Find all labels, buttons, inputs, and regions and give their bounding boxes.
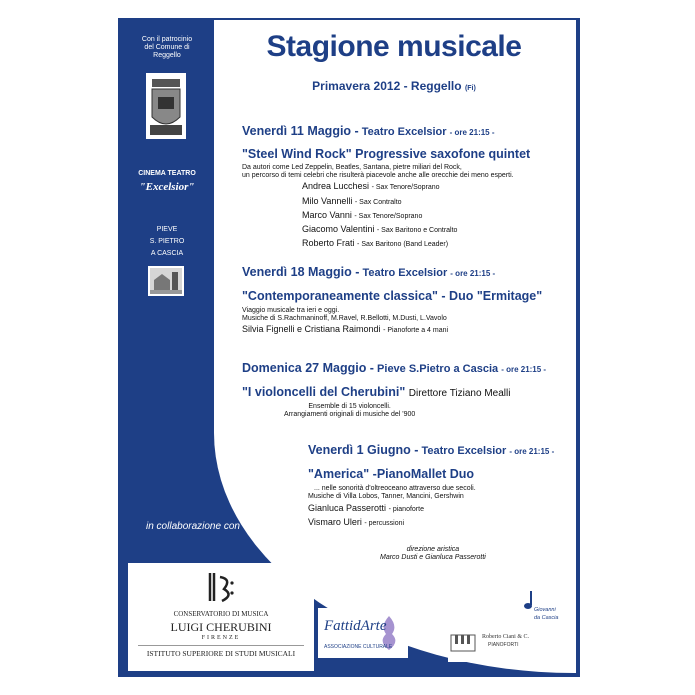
fattidarte-sub: ASSOCIAZIONE CULTURALE bbox=[324, 644, 393, 650]
conservatorio-logo bbox=[128, 563, 314, 671]
musician-role: - Sax Tenore/Soprano bbox=[371, 184, 440, 191]
event-venue: Teatro Excelsior bbox=[362, 267, 448, 279]
patronage-line: del Comune di bbox=[144, 44, 190, 51]
event-time: - ore 21:15 - bbox=[509, 447, 555, 456]
musician-role: - Sax Baritono e Contralto bbox=[376, 227, 458, 234]
giovanni-da-cascia-logo bbox=[518, 585, 562, 627]
pieve-church-photo bbox=[148, 266, 184, 296]
event-time: - ore 21:15 - bbox=[450, 269, 496, 278]
musician bbox=[302, 238, 448, 248]
conservatorio-line: ISTITUTO SUPERIORE DI STUDI MUSICALI bbox=[146, 649, 296, 658]
patronage-line: Con il patrocinio bbox=[141, 36, 193, 43]
event-4-description bbox=[308, 485, 476, 501]
artistic-direction bbox=[380, 546, 486, 562]
giovanni-line: Giovanni bbox=[534, 607, 556, 613]
musician-role: - Pianoforte a 4 mani bbox=[383, 327, 449, 334]
event-director: Direttore Tiziano Mealli bbox=[408, 388, 511, 399]
description-line: Da autori come Led Zeppelin, Beatles, Santana, pietre miliari del Rock, bbox=[242, 164, 462, 171]
subtitle-text: Primavera 2012 - Reggello bbox=[312, 79, 462, 93]
description-line: Musiche di S.Rachmaninoff, M.Ravel, R.Bellotti, M.Dusti, L.Vavolo bbox=[242, 315, 447, 322]
musician bbox=[302, 196, 402, 206]
event-venue: Pieve S.Pietro a Cascia bbox=[377, 363, 499, 375]
musician-role: - Sax Baritono (Band Leader) bbox=[357, 241, 449, 248]
conservatorio-line: FIRENZE bbox=[201, 635, 241, 641]
musician bbox=[308, 517, 404, 527]
cinema-teatro-label: CINEMA TEATRO bbox=[138, 170, 196, 177]
event-2-description bbox=[242, 307, 447, 323]
fattidarte-name: FattidArte bbox=[324, 618, 387, 634]
cinema-name: "Excelsior" bbox=[139, 181, 195, 193]
description-line: Arrangiamenti originali di musiche del '900 bbox=[284, 411, 416, 418]
musician bbox=[302, 181, 440, 191]
event-1-description bbox=[242, 164, 514, 180]
musician-name: Giacomo Valentini bbox=[302, 224, 375, 234]
description-line: Viaggio musicale tra ieri e oggi. bbox=[242, 307, 340, 314]
event-3-description bbox=[284, 403, 415, 419]
event-1-title: "Steel Wind Rock" Progressive saxofone quintet bbox=[242, 147, 531, 161]
subtitle-suffix: (Fi) bbox=[464, 85, 476, 92]
musician-name: Gianluca Passerotti bbox=[308, 503, 387, 513]
event-2-musicians bbox=[242, 324, 448, 334]
musician-name: Silvia Fignelli e Cristiana Raimondi bbox=[242, 324, 381, 334]
event-4-heading bbox=[308, 443, 554, 457]
concert-poster bbox=[118, 18, 580, 677]
event-2-title: "Contemporaneamente classica" - Duo "Ermitage" bbox=[242, 289, 543, 303]
collaboration-label: in collaborazione con bbox=[146, 521, 240, 532]
description-line: ... nelle sonorità d'oltreoceano attraverso due secoli. bbox=[314, 485, 476, 492]
pieve-line: A CASCIA bbox=[150, 250, 184, 257]
giovanni-line: da Cascia bbox=[534, 615, 559, 621]
piano-shop-name: Roberto Ciani & C. bbox=[482, 634, 529, 640]
musician bbox=[302, 210, 422, 220]
musician-role: - percussioni bbox=[364, 520, 405, 527]
musician-name: Marco Vanni bbox=[302, 210, 352, 220]
event-date: Venerdì 1 Giugno - bbox=[308, 443, 419, 457]
pieve-line: S. PIETRO bbox=[149, 238, 185, 245]
description-line: Ensemble di 15 violoncelli. bbox=[308, 403, 391, 410]
musician-name: Vismaro Uleri bbox=[308, 517, 362, 527]
direction-names: Marco Dusti e Gianluca Passerotti bbox=[380, 554, 486, 561]
event-time: - ore 21:15 - bbox=[449, 128, 495, 137]
event-date: Venerdì 18 Maggio - bbox=[242, 265, 360, 279]
musician bbox=[302, 224, 457, 234]
piano-icon bbox=[450, 634, 476, 652]
event-date: Domenica 27 Maggio - bbox=[242, 361, 374, 375]
season-subtitle bbox=[208, 79, 580, 93]
event-4-title: "America" -PianoMallet Duo bbox=[308, 467, 475, 481]
event-3-heading bbox=[242, 361, 546, 375]
event-title-text: "I violoncelli del Cherubini" bbox=[242, 385, 406, 399]
reggello-coat-of-arms-icon bbox=[146, 73, 186, 139]
piano-shop-sub: PIANOFORTI bbox=[488, 642, 519, 648]
pieve-line: PIEVE bbox=[156, 226, 178, 233]
description-line: Musiche di Villa Lobos, Tanner, Mancini, Gershwin bbox=[308, 493, 464, 500]
musician-role: - Sax Contralto bbox=[354, 199, 402, 206]
event-time: - ore 21:15 - bbox=[501, 365, 547, 374]
event-venue: Teatro Excelsior bbox=[421, 445, 507, 457]
musician-name: Andrea Lucchesi bbox=[302, 181, 370, 191]
page-title: Stagione musicale bbox=[266, 30, 522, 63]
direction-label: direzione aristica bbox=[406, 546, 460, 553]
piano-shop-logo bbox=[448, 628, 560, 662]
description-line: un percorso di temi celebri che risulterà piacevole anche alle orecchie dei meno esperti. bbox=[242, 172, 514, 179]
musician-role: - Sax Tenore/Soprano bbox=[354, 213, 423, 220]
association-label: Associazione musicale bbox=[408, 594, 489, 603]
event-venue: Teatro Excelsior bbox=[361, 126, 447, 138]
event-3-title bbox=[242, 385, 510, 399]
event-date: Venerdì 11 Maggio - bbox=[242, 124, 359, 138]
patronage-text bbox=[126, 36, 208, 60]
patronage-line: Reggello bbox=[153, 52, 181, 59]
event-1-heading bbox=[242, 124, 495, 138]
fattidarte-logo bbox=[318, 608, 408, 658]
clef-icon bbox=[200, 567, 240, 607]
conservatorio-line: CONSERVATORIO DI MUSICA bbox=[173, 610, 269, 618]
musician-role: - pianoforte bbox=[388, 506, 424, 513]
musician bbox=[308, 503, 424, 513]
pieve-text bbox=[126, 224, 208, 260]
conservatorio-line: LUIGI CHERUBINI bbox=[170, 620, 272, 634]
musician-name: Milo Vannelli bbox=[302, 196, 353, 206]
event-2-heading bbox=[242, 265, 495, 279]
musician-name: Roberto Frati bbox=[302, 238, 355, 248]
